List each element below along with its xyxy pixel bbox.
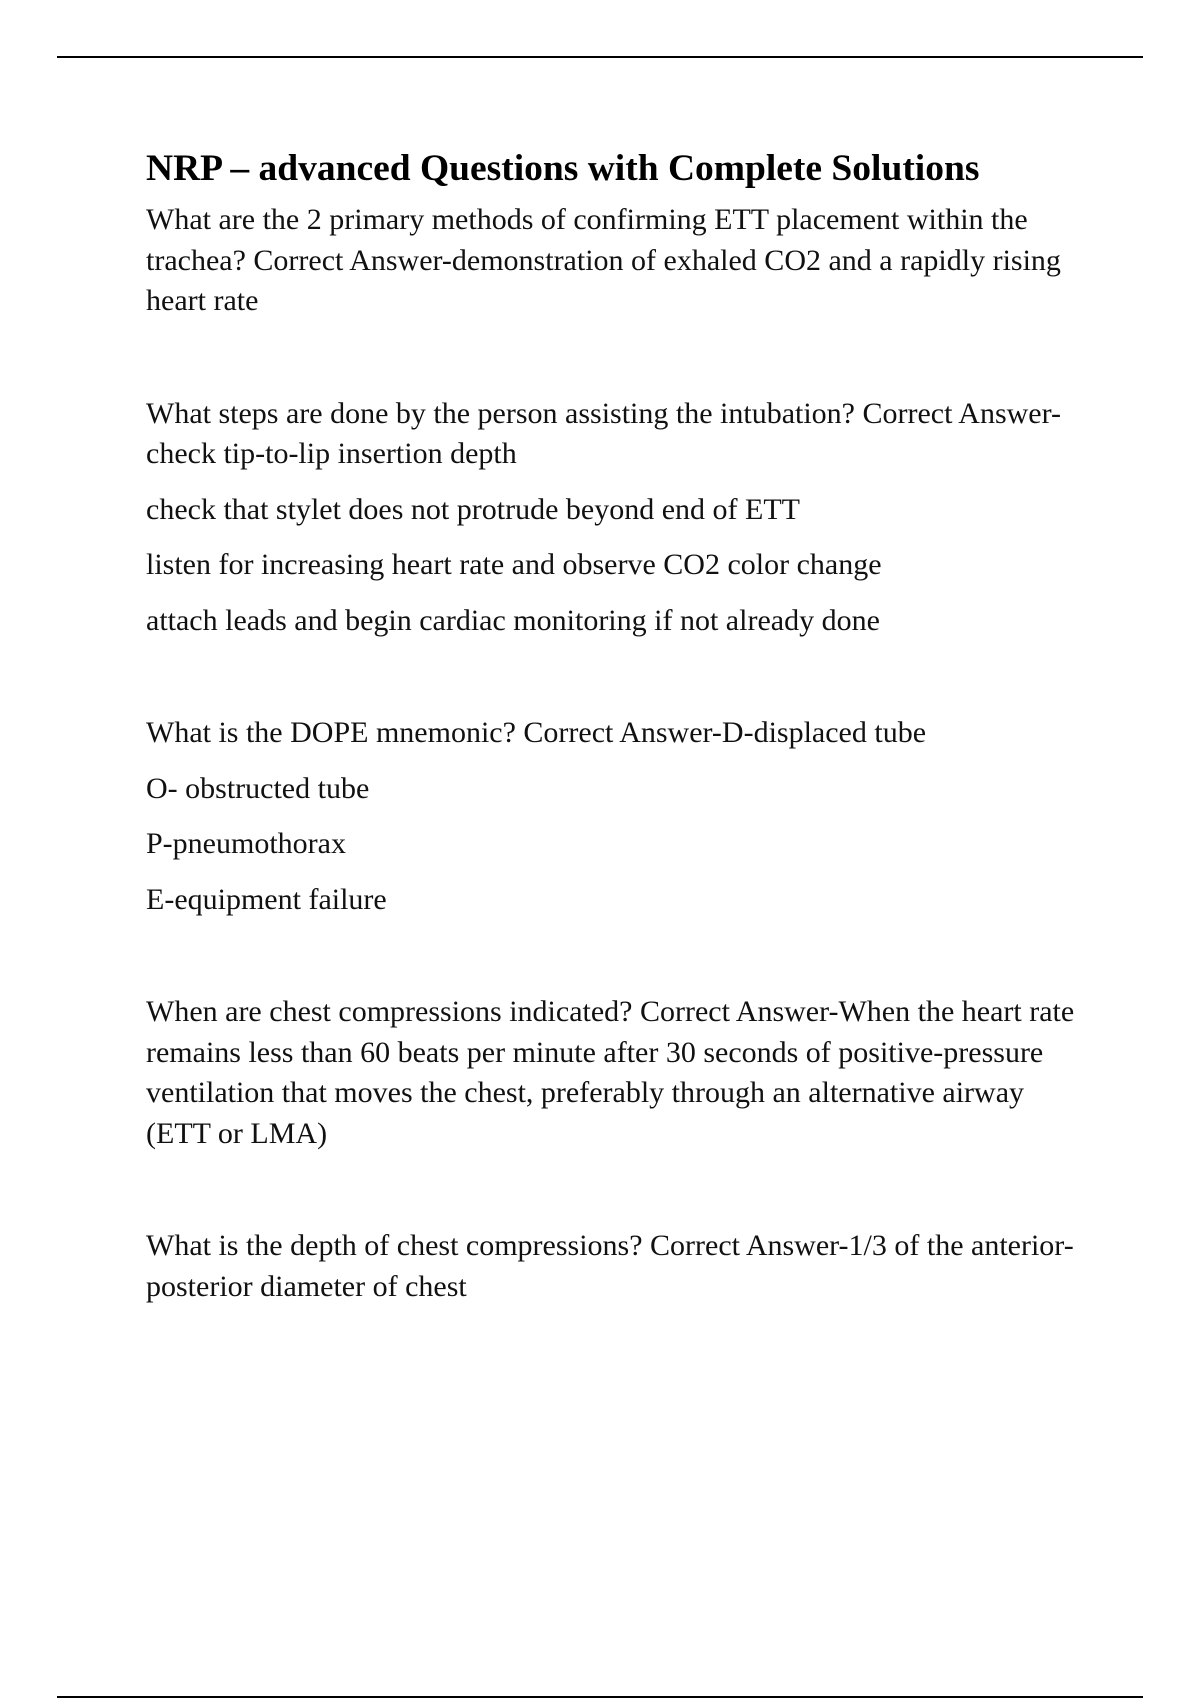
qa-block-3	[146, 713, 1086, 920]
qa-answer-line: E-equipment failure	[146, 882, 387, 916]
qa-block-1	[146, 200, 1086, 322]
qa-question-answer: When are chest compressions indicated? Correct Answer-When the heart rate remains less than 60 beats per minute after 30 seconds of positive-pressure ventilation that moves the chest, preferably through an alternative airway (ETT or LMA)	[146, 995, 1075, 1150]
document-body	[146, 146, 1086, 1307]
qa-answer-line: O- obstructed tube	[146, 771, 370, 805]
qa-answer-line: P-pneumothorax	[146, 827, 346, 860]
qa-block-4	[146, 992, 1086, 1154]
bottom-divider	[57, 1696, 1143, 1698]
qa-answer-line: attach leads and begin cardiac monitoring if not already done	[146, 603, 880, 637]
qa-block-2	[146, 394, 1086, 642]
qa-block-5	[146, 1226, 1086, 1307]
qa-answer-line: listen for increasing heart rate and observe CO2 color change	[146, 548, 882, 581]
top-divider	[57, 56, 1143, 58]
qa-question-answer: What are the 2 primary methods of confirming ETT placement within the trachea? Correct Answer-demonstration of exhaled CO2 and a rapidly rising heart rate	[146, 203, 1061, 317]
qa-question-answer: What is the DOPE mnemonic? Correct Answer-D-displaced tube	[146, 716, 927, 749]
qa-question-answer: What steps are done by the person assisting the intubation? Correct Answer-check tip-to-lip insertion depth	[146, 396, 1061, 470]
document-title: NRP – advanced Questions with Complete Solutions	[146, 148, 980, 189]
qa-question-answer: What is the depth of chest compressions? Correct Answer-1/3 of the anterior-posterior diameter of chest	[146, 1229, 1074, 1303]
qa-answer-line: check that stylet does not protrude beyond end of ETT	[146, 492, 800, 526]
